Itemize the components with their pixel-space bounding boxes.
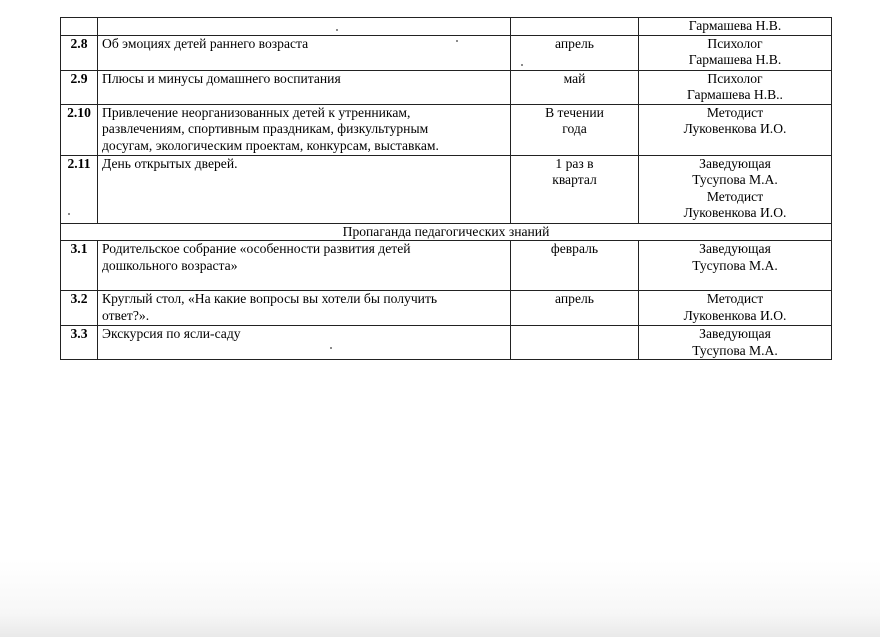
- responsible-line: Методист: [706, 188, 764, 204]
- table-row: [61, 326, 832, 360]
- responsible-cell: [639, 35, 832, 70]
- responsible-cell: [639, 291, 832, 326]
- date-cell: [511, 18, 639, 36]
- date-line: февраль: [550, 241, 599, 256]
- scan-speck: [521, 64, 523, 66]
- date-line: квартал: [552, 172, 597, 187]
- date-line: В течении: [545, 104, 604, 120]
- responsible-line: Луковенкова И.О.: [683, 121, 787, 136]
- event-cell: Об эмоциях детей раннего возраста: [98, 35, 511, 70]
- responsible-cell: [639, 241, 832, 291]
- events-plan-table: [60, 17, 832, 360]
- date-cell: [511, 326, 639, 360]
- table-row: [61, 18, 832, 36]
- event-cell: [98, 291, 511, 326]
- event-line: досугам, экологическим проектам, конкурсам, выставкам.: [102, 137, 439, 153]
- row-number: 3.1: [61, 241, 98, 291]
- responsible-line: Гармашева Н.В.: [688, 52, 782, 67]
- event-cell: [98, 104, 511, 155]
- table-row: [61, 35, 832, 70]
- responsible-line: Заведующая: [699, 241, 771, 256]
- row-number: 2.9: [61, 70, 98, 104]
- event-line: Родительское собрание «особенности развития детей: [102, 241, 411, 256]
- responsible-line: Тусупова М.А.: [692, 342, 778, 358]
- event-line: Привлечение неорганизованных детей к утренникам,: [102, 104, 411, 120]
- event-cell: Плюсы и минусы домашнего воспитания: [98, 70, 511, 104]
- table-row: [61, 155, 832, 223]
- event-line: дошкольного возраста»: [102, 257, 238, 273]
- date-line: май: [563, 70, 586, 86]
- scan-edge-shade: [0, 615, 880, 637]
- event-line: развлечениям, спортивным праздникам, физкультурным: [102, 121, 429, 136]
- responsible-line: Психолог: [707, 70, 763, 86]
- date-cell: [511, 241, 639, 291]
- date-cell: [511, 70, 639, 104]
- date-cell: [511, 155, 639, 223]
- responsible-line: Гармашева Н.В.: [688, 18, 782, 33]
- date-cell: [511, 104, 639, 155]
- date-cell: [511, 291, 639, 326]
- date-cell: [511, 35, 639, 70]
- responsible-line: Методист: [706, 104, 764, 120]
- section-title: Пропаганда педагогических знаний: [61, 223, 832, 241]
- responsible-line: Тусупова М.А.: [692, 172, 778, 187]
- section-header-row: [61, 223, 832, 241]
- responsible-line: Заведующая: [699, 326, 771, 341]
- date-line: апрель: [555, 291, 594, 306]
- scan-speck: [68, 213, 70, 215]
- event-cell: День открытых дверей.: [98, 155, 511, 223]
- responsible-line: Гармашева Н.В..: [687, 87, 783, 102]
- table-row: [61, 291, 832, 326]
- responsible-line: Луковенкова И.О.: [683, 307, 787, 323]
- responsible-cell: [639, 70, 832, 104]
- scan-speck: [336, 29, 338, 31]
- responsible-cell: [639, 155, 832, 223]
- event-line: Круглый стол, «На какие вопросы вы хотели бы получить: [102, 291, 438, 306]
- responsible-cell: [639, 18, 832, 36]
- scan-speck: [330, 347, 332, 349]
- row-number: [61, 18, 98, 36]
- date-line: апрель: [555, 35, 594, 51]
- row-number: 3.2: [61, 291, 98, 326]
- row-number: 2.8: [61, 35, 98, 70]
- event-line: ответ?».: [102, 307, 150, 323]
- row-number: 2.11: [61, 155, 98, 223]
- table-row: [61, 104, 832, 155]
- responsible-line: Тусупова М.А.: [692, 257, 778, 273]
- date-line: 1 раз в: [555, 155, 594, 171]
- responsible-line: Психолог: [707, 35, 763, 51]
- event-cell: [98, 18, 511, 36]
- table-row: [61, 241, 832, 291]
- responsible-line: Луковенкова И.О.: [683, 205, 787, 220]
- row-number: 2.10: [61, 104, 98, 155]
- responsible-line: Заведующая: [699, 155, 771, 171]
- event-cell: Экскурсия по ясли-саду: [98, 326, 511, 360]
- row-number: 3.3: [61, 326, 98, 360]
- scan-speck: [456, 40, 458, 42]
- event-cell: [98, 241, 511, 291]
- table-row: [61, 70, 832, 104]
- responsible-cell: [639, 326, 832, 360]
- date-line: года: [562, 121, 587, 136]
- responsible-cell: [639, 104, 832, 155]
- responsible-line: Методист: [706, 291, 764, 306]
